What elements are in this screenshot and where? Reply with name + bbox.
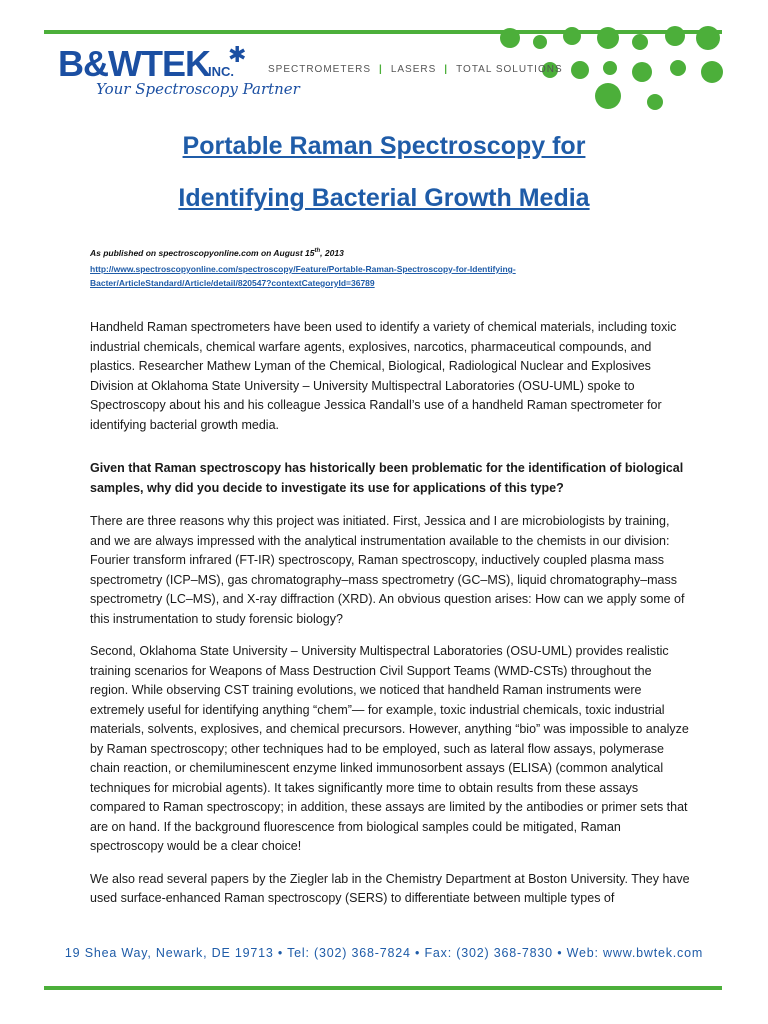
source-link-line1[interactable]: http://www.spectroscopyonline.com/spectroscopy/Feature/Portable-Raman-Spectroscopy-for-Identifying- [90, 264, 516, 274]
company-logo [58, 44, 248, 84]
publication-suffix: , 2013 [320, 248, 344, 258]
nav-total-solutions: TOTAL SOLUTIONS [456, 64, 563, 75]
nav-separator: | [444, 64, 449, 75]
publication-sup: th [314, 248, 321, 255]
header-nav [268, 64, 563, 75]
page-title-line1: Portable Raman Spectroscopy for [182, 132, 586, 160]
nav-lasers: LASERS [390, 64, 437, 75]
intro-paragraph: Handheld Raman spectrometers have been used to identify a variety of chemical materials, including toxic industrial chemicals, chemical warfare agents, explosives, narcotics, pharmaceutical compounds, and plastics. Researcher Mathew Lyman of the Chemical, Biological, Radiological Nuclear and Explosives Division at Oklahoma State University – University Multispectral Laboratories (OSU-UML) spoke to Spectroscopy about his and his colleague Jessica Randall’s use of a handheld Raman spectrometer for identifying bacterial growth media. [90, 320, 677, 432]
interview-question: Given that Raman spectroscopy has historically been problematic for the identification of biological samples, why did you decide to investigate its use for applications of this type? [90, 461, 684, 495]
footer-contact: 19 Shea Way, Newark, DE 19713 • Tel: (302) 368-7824 • Fax: (302) 368-7830 • Web: www.bwtek.com [64, 946, 704, 960]
logo-wordmark: B&WTEK [58, 43, 210, 84]
logo-inc: INC. [208, 64, 234, 79]
nav-separator: | [379, 64, 383, 75]
answer-paragraph-1: There are three reasons why this project was initiated. First, Jessica and I are microbiologists by training, and we are always impressed with the analytical instrumentation available to the chemists in our division: Fourier transform infrared (FT-IR) spectroscopy, Raman spectroscopy, inductively coupled plasma mass spectrometry (ICP–MS), gas chromatography–mass spectrometry (GC–MS), liquid chromatography–mass spectrometry (LC–MS), and X-ray diffraction (XRD). An obvious question arises: How can we apply some of this instrumentation to study forensic biology? [90, 514, 685, 626]
answer-paragraph-2: Second, Oklahoma State University – University Multispectral Laboratories (OSU-UML) provides realistic training scenarios for Weapons of Mass Destruction Civil Support Teams (WMD-CSTs) throughout the region. While observing CST training evolutions, we noticed that handheld Raman instruments were extremely useful for identifying anything “chem”— for example, toxic industrial chemicals, toxic industrial materials, solvents, explosives, and chemical precursors. However, anything “bio” was impossible to analyze by Raman spectroscopy; other techniques had to be employed, such as lateral flow assays, polymerase chain reaction, or chemiluminescent enzyme linked immunosorbent assays (ELISA) (common analytical techniques for microbial agents). It takes significantly more time to obtain results from these assays compared to Raman spectroscopy; in addition, these assays are limited by the antibodies or primer sets that are on hand. If the background fluorescence from biological samples could be mitigated, Raman spectroscopy would be a clear choice! [90, 644, 689, 853]
page-title-line2: Identifying Bacterial Growth Media [178, 184, 590, 212]
answer-paragraph-3: We also read several papers by the Ziegler lab in the Chemistry Department at Boston University. They have used surface-enhanced Raman spectroscopy (SERS) to differentiate between multiple types of [90, 871, 690, 905]
company-tagline: Your Spectroscopy Partner [96, 80, 300, 98]
publication-prefix: As published on spectroscopyonline.com on August 15 [90, 248, 315, 258]
article-body [90, 318, 690, 927]
source-link-line2[interactable]: Bacter/ArticleStandard/Article/detail/820547?contextCategoryId=36789 [90, 278, 375, 288]
footer-rule [44, 986, 722, 990]
logo-star-icon: ✱ [228, 42, 247, 67]
nav-spectrometers: SPECTROMETERS [268, 64, 372, 75]
publication-note [90, 248, 344, 258]
